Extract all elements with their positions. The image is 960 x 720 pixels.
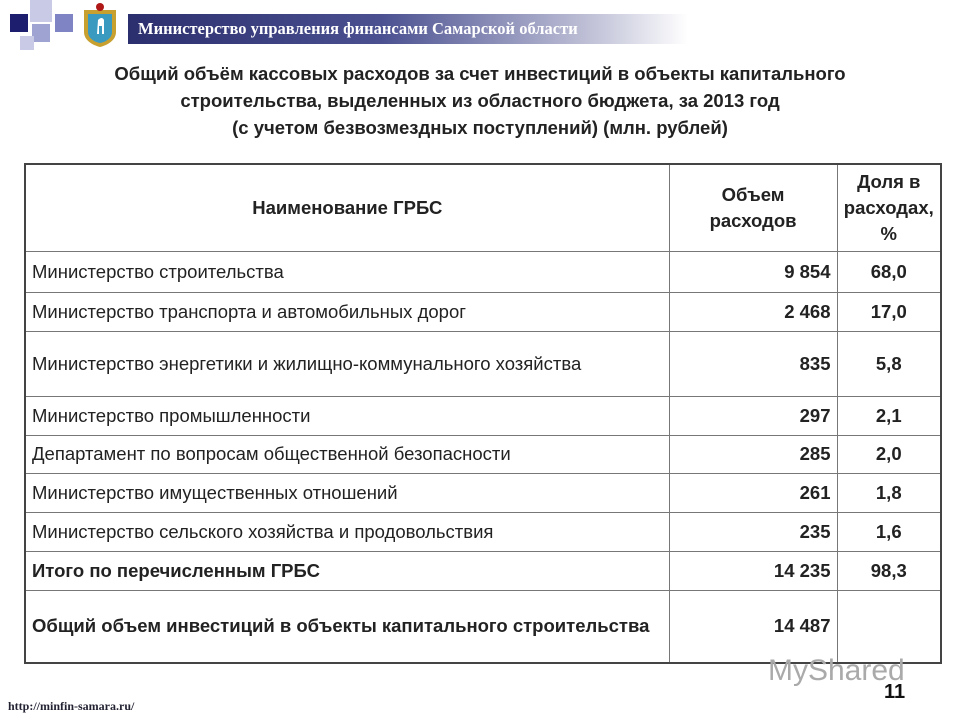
watermark-logo: MyShared [768,654,905,687]
amount: 14 235 [669,551,837,590]
amount: 14 487 [669,590,837,663]
grbs-name: Министерство строительства [25,251,669,292]
amount: 297 [669,396,837,435]
amount: 261 [669,473,837,512]
amount: 9 854 [669,251,837,292]
table-row [25,512,941,551]
share: 5,8 [837,331,941,396]
table-row [25,331,941,396]
grbs-name: Министерство транспорта и автомобильных дорог [25,292,669,331]
grbs-name: Итого по перечисленным ГРБС [25,551,669,590]
decor-square [32,24,50,42]
decor-square [30,0,52,22]
grbs-name: Министерство имущественных отношений [25,473,669,512]
share: 2,1 [837,396,941,435]
grbs-name: Министерство энергетики и жилищно-коммунального хозяйства [25,331,669,396]
column-header: Наименование ГРБС [25,164,669,251]
column-header: Доля в расходах, % [837,164,941,251]
title-line: (с учетом безвозмездных поступлений) (млн. рублей) [232,117,728,138]
decor-square [20,36,34,50]
share: 1,6 [837,512,941,551]
page-title [0,60,960,141]
table-row [25,251,941,292]
amount: 835 [669,331,837,396]
grbs-name: Общий объем инвестиций в объекты капитального строительства [25,590,669,663]
site-link[interactable]: http://minfin-samara.ru/ [8,699,135,713]
grbs-name: Министерство сельского хозяйства и продовольствия [25,512,669,551]
share: 68,0 [837,251,941,292]
column-header: Объем расходов [669,164,837,251]
share: 98,3 [837,551,941,590]
table-row [25,292,941,331]
amount: 235 [669,512,837,551]
table-row [25,590,941,663]
expenses-table [24,163,942,664]
title-line: строительства, выделенных из областного бюджета, за 2013 год [180,90,780,111]
table-row [25,551,941,590]
decor-square [10,14,28,32]
organization-name: Министерство управления финансами Самарской области [138,19,578,38]
share: 2,0 [837,435,941,473]
header-banner [128,14,688,44]
amount: 285 [669,435,837,473]
page-number: 11 [884,681,906,703]
coat-of-arms-icon [80,2,120,48]
table-row [25,396,941,435]
table-header [25,164,941,251]
title-line: Общий объём кассовых расходов за счет инвестиций в объекты капитального [114,63,846,84]
share: 1,8 [837,473,941,512]
table-row [25,435,941,473]
grbs-name: Департамент по вопросам общественной безопасности [25,435,669,473]
share: 17,0 [837,292,941,331]
grbs-name: Министерство промышленности [25,396,669,435]
amount: 2 468 [669,292,837,331]
table-row [25,473,941,512]
share [837,590,941,663]
decor-square [55,14,73,32]
